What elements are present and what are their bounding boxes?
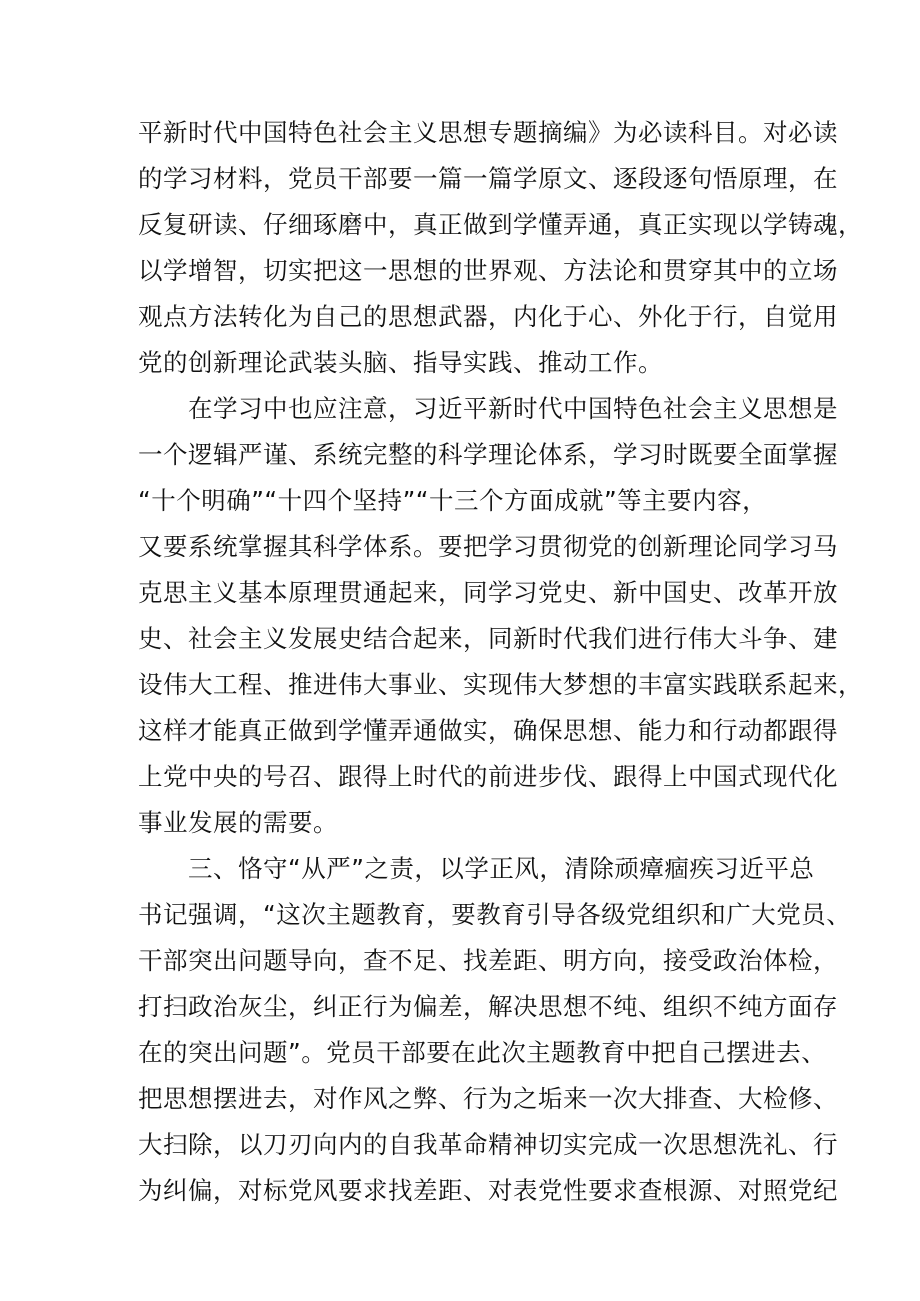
text-line: 以学增智，切实把这一思想的世界观、方法论和贯穿其中的立场: [138, 256, 838, 285]
text-line: 把思想摆进去，对作风之弊、行为之垢来一次大排查、大检修、: [138, 1084, 838, 1113]
text-line: 书记强调，“这次主题教育，要教育引导各级党组织和广大党员、: [138, 900, 852, 929]
text-line: 为纠偏，对标党风要求找差距、对表党性要求查根源、对照党纪: [138, 1176, 838, 1205]
text-line: 干部突出问题导向，查不足、找差距、明方向，接受政治体检，: [138, 946, 838, 975]
section-heading-line: 三、恪守“从严”之责，以学正风，清除顽瘴痼疾习近平总: [188, 854, 815, 883]
text-line: 设伟大工程、推进伟大事业、实现伟大梦想的丰富实践联系起来，: [138, 670, 863, 699]
text-line: 观点方法转化为自己的思想武器，内化于心、外化于行，自觉用: [138, 302, 838, 331]
text-line: 平新时代中国特色社会主义思想专题摘编》为必读科目。对必读: [138, 118, 838, 147]
text-line: 克思主义基本原理贯通起来，同学习党史、新中国史、改革开放: [138, 578, 838, 607]
paragraph-start-line: 在学习中也应注意，习近平新时代中国特色社会主义思想是: [188, 394, 838, 423]
text-line: 反复研读、仔细琢磨中，真正做到学懂弄通，真正实现以学铸魂，: [138, 210, 863, 239]
text-line: 这样才能真正做到学懂弄通做实，确保思想、能力和行动都跟得: [138, 716, 838, 745]
text-line: 在的突出问题”。党员干部要在此次主题教育中把自己摆进去、: [138, 1038, 827, 1067]
text-line: “十个明确”“十四个坚持”“十三个方面成就”等主要内容，: [138, 486, 768, 515]
text-line: 党的创新理论武装头脑、指导实践、推动工作。: [138, 348, 663, 377]
text-line: 大扫除，以刀刃向内的自我革命精神切实完成一次思想洗礼、行: [138, 1130, 838, 1159]
text-line: 上党中央的号召、跟得上时代的前进步伐、跟得上中国式现代化: [138, 762, 838, 791]
text-line: 打扫政治灰尘，纠正行为偏差，解决思想不纯、组织不纯方面存: [138, 992, 838, 1021]
text-line: 事业发展的需要。: [138, 808, 338, 837]
text-line: 一个逻辑严谨、系统完整的科学理论体系，学习时既要全面掌握: [138, 440, 838, 469]
text-line: 又要系统掌握其科学体系。要把学习贯彻党的创新理论同学习马: [138, 532, 838, 561]
text-line: 史、社会主义发展史结合起来，同新时代我们进行伟大斗争、建: [138, 624, 838, 653]
text-line: 的学习材料，党员干部要一篇一篇学原文、逐段逐句悟原理，在: [138, 164, 838, 193]
